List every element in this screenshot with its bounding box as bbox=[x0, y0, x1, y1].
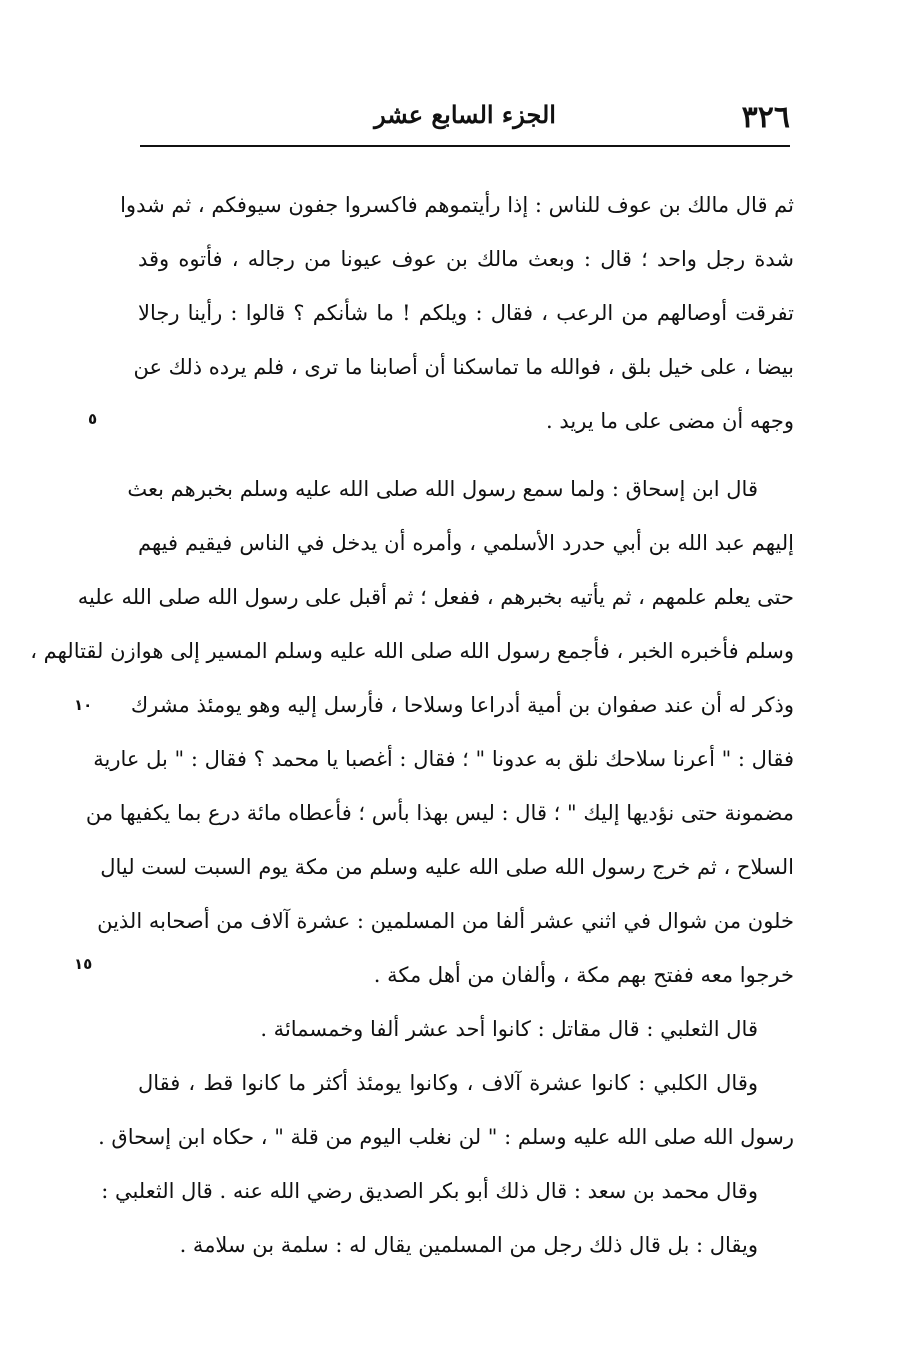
text-line: خلون من شوال في اثني عشر ألفا من المسلمين : عشرة آلاف من أصحابه الذين bbox=[97, 909, 794, 933]
line-number-10: ١٠ bbox=[74, 696, 93, 714]
text-line: قال ابن إسحاق : ولما سمع رسول الله صلى الله عليه وسلم بخبرهم بعث bbox=[127, 477, 758, 501]
running-head: الجزء السابع عشر bbox=[374, 100, 556, 129]
text-line: قال الثعلبي : قال مقاتل : كانوا أحد عشر ألفا وخمسمائة . bbox=[260, 1017, 758, 1041]
text-line: مضمونة حتى نؤديها إليك " ؛ قال : ليس بهذا بأس ؛ فأعطاه مائة درع بما يكفيها من bbox=[85, 801, 794, 825]
text-line: حتى يعلم علمهم ، ثم يأتيه بخبرهم ، ففعل ؛ ثم أقبل على رسول الله صلى الله عليه bbox=[77, 585, 794, 609]
text-line: شدة رجل واحد ؛ قال : وبعث مالك بن عوف عيونا من رجاله ، فأتوه وقد bbox=[138, 247, 794, 271]
text-line: فقال : " أعرنا سلاحك نلق به عدونا " ؛ فقال : أغصبا يا محمد ؟ فقال : " بل عارية bbox=[93, 747, 794, 771]
header-rule bbox=[140, 145, 790, 147]
text-line: إليهم عبد الله بن أبي حدرد الأسلمي ، وأمره أن يدخل في الناس فيقيم فيهم bbox=[138, 531, 794, 555]
text-line: ثم قال مالك بن عوف للناس : إذا رأيتموهم فاكسروا جفون سيوفكم ، ثم شدوا bbox=[120, 193, 794, 217]
line-number-5: ٥ bbox=[88, 410, 98, 428]
text-line: وسلم فأخبره الخبر ، فأجمع رسول الله صلى الله عليه وسلم المسير إلى هوازن لقتالهم ، bbox=[30, 639, 794, 663]
text-line: وقال الكلبي : كانوا عشرة آلاف ، وكانوا يومئذ أكثر ما كانوا قط ، فقال bbox=[138, 1071, 758, 1095]
page-header bbox=[140, 92, 790, 142]
text-line: بيضا ، على خيل بلق ، فوالله ما تماسكنا أن أصابنا ما ترى ، فلم يرده ذلك عن bbox=[133, 355, 794, 379]
text-line: وقال محمد بن سعد : قال ذلك أبو بكر الصديق رضي الله عنه . قال الثعلبي : bbox=[101, 1179, 758, 1203]
text-line: وجهه أن مضى على ما يريد . bbox=[546, 409, 794, 433]
line-number-15: ١٥ bbox=[74, 955, 93, 973]
text-line: خرجوا معه ففتح بهم مكة ، وألفان من أهل مكة . bbox=[373, 963, 794, 987]
text-line: وذكر له أن عند صفوان بن أمية أدراعا وسلاحا ، فأرسل إليه وهو يومئذ مشرك bbox=[130, 693, 794, 717]
page-number: ٣٢٦ bbox=[741, 100, 790, 135]
text-line: السلاح ، ثم خرج رسول الله صلى الله عليه وسلم من مكة يوم السبت لست ليال bbox=[100, 855, 794, 879]
text-line: تفرقت أوصالهم من الرعب ، فقال : ويلكم ! ما شأنكم ؟ قالوا : رأينا رجالا bbox=[138, 301, 794, 325]
text-line: رسول الله صلى الله عليه وسلم : " لن نغلب اليوم من قلة " ، حكاه ابن إسحاق . bbox=[98, 1125, 794, 1149]
text-line: ويقال : بل قال ذلك رجل من المسلمين يقال له : سلمة بن سلامة . bbox=[179, 1233, 758, 1257]
